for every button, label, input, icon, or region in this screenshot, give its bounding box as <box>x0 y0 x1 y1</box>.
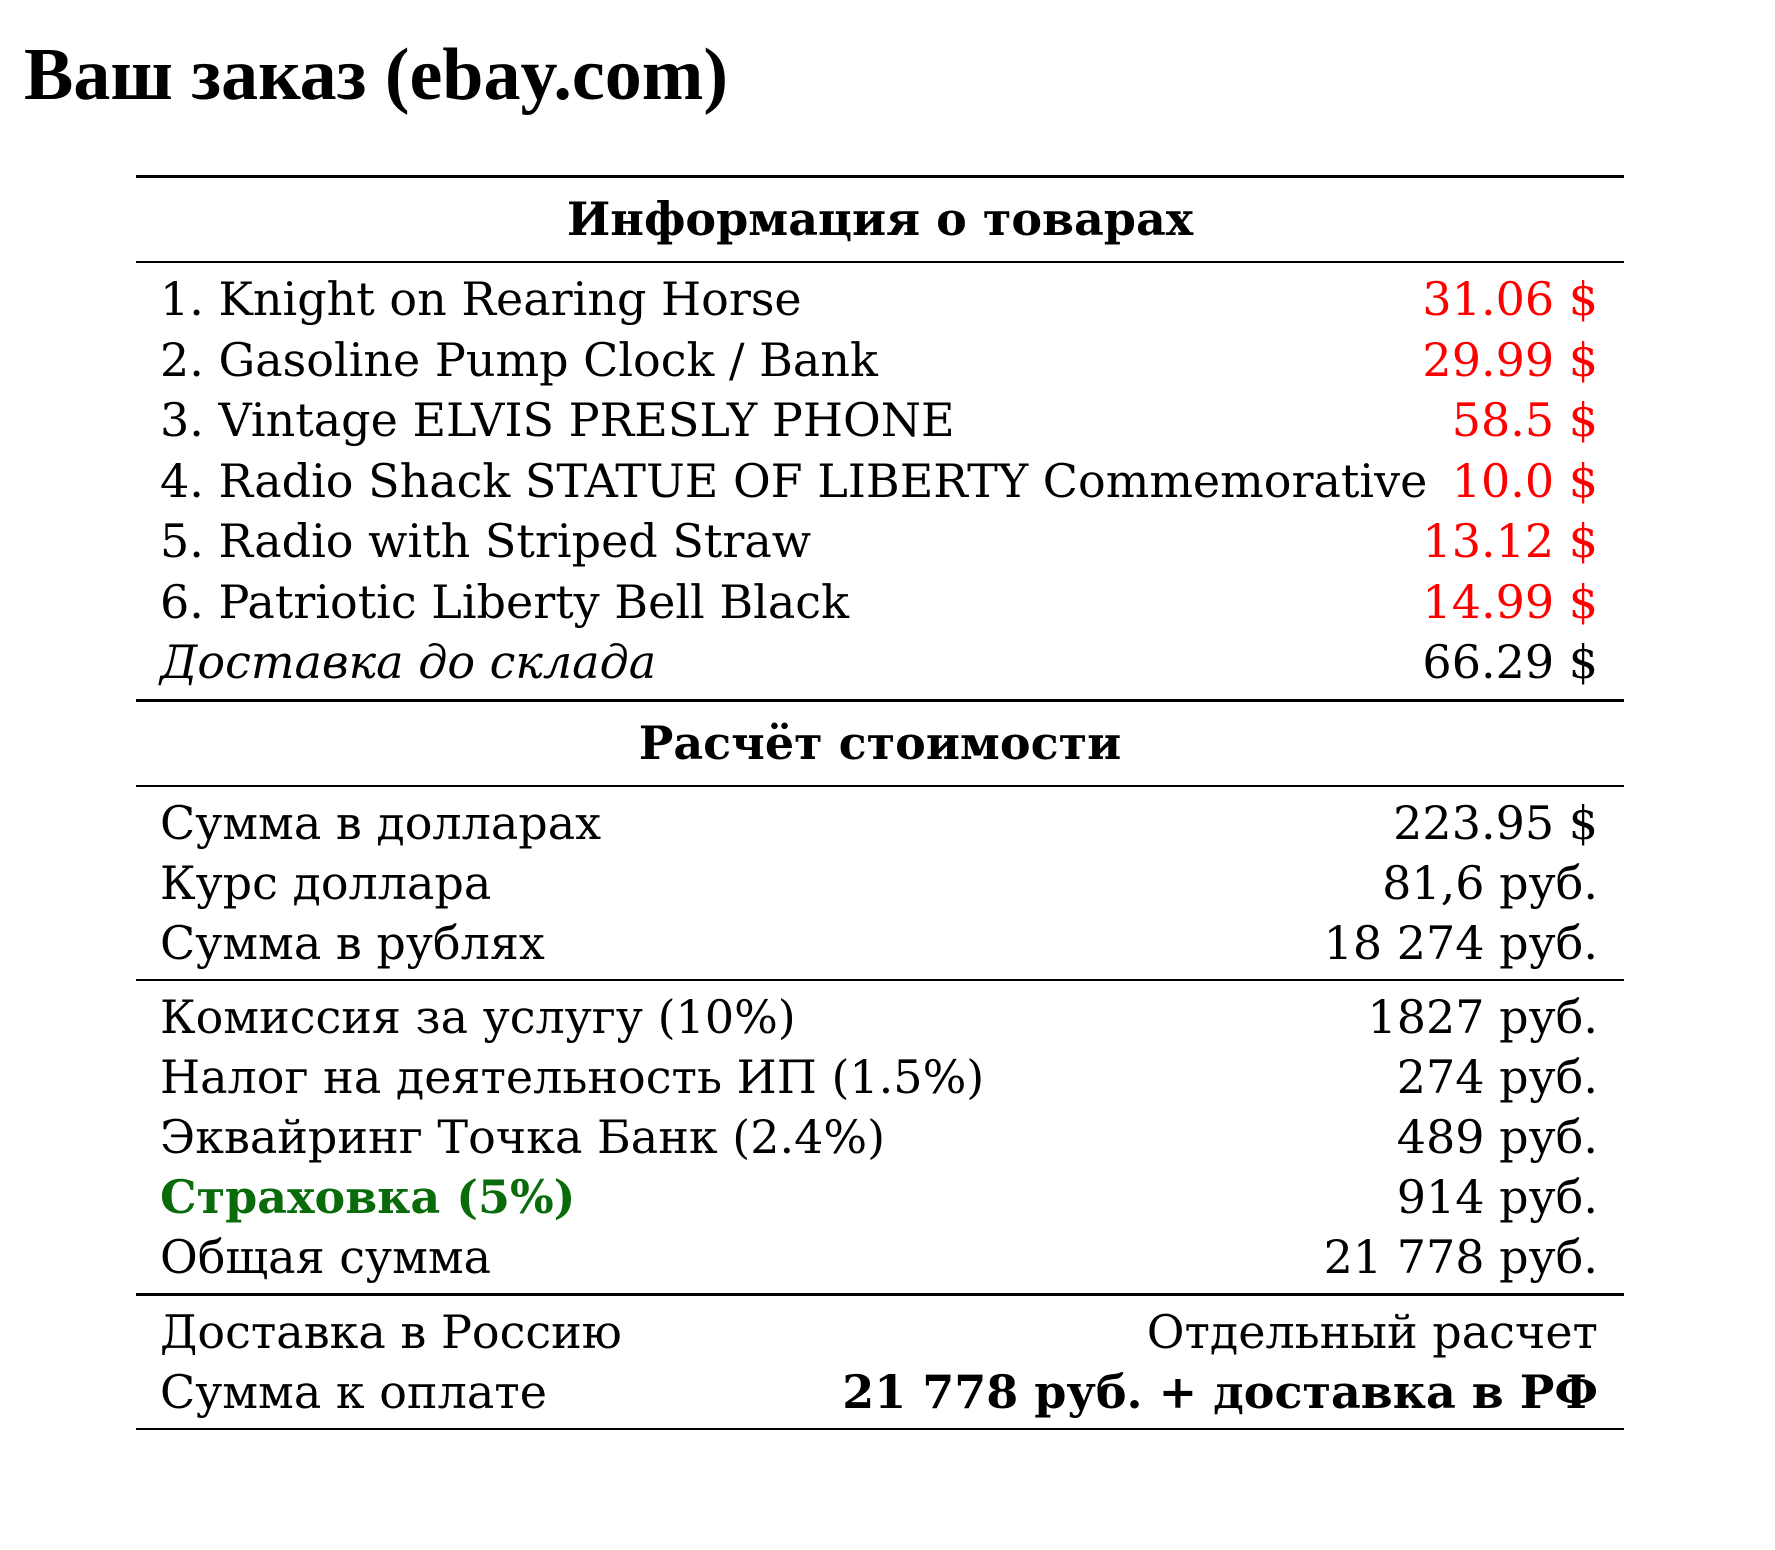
payment-list <box>136 1296 1624 1428</box>
tax-value: 274 руб. <box>1396 1049 1598 1104</box>
total-value: 21 778 руб. <box>1323 1229 1598 1284</box>
rate-value: 81,6 руб. <box>1382 855 1598 910</box>
sum-rub-value: 18 274 руб. <box>1323 915 1598 970</box>
insurance-value: 914 руб. <box>1396 1169 1598 1224</box>
commission-row <box>160 987 1598 1047</box>
fees-list <box>136 981 1624 1293</box>
rate-row <box>160 853 1598 913</box>
acquiring-value: 489 руб. <box>1396 1109 1598 1164</box>
to-pay-row <box>160 1362 1598 1422</box>
conversion-list <box>136 787 1624 979</box>
total-row <box>160 1227 1598 1287</box>
item-name: 3. Vintage ELVIS PRESLY PHONE <box>160 393 955 447</box>
order-table <box>136 175 1624 1430</box>
item-name: 6. Patriotic Liberty Bell Black <box>160 574 849 629</box>
to-pay-value: 21 778 руб. + доставка в РФ <box>842 1364 1598 1419</box>
items-section-header: Информация о товарах <box>566 192 1194 246</box>
sum-rub-row <box>160 913 1598 973</box>
table-bottom-rule <box>136 1428 1624 1430</box>
item-name: 4. Radio Shack STATUE OF LIBERTY Commemorative <box>160 453 1428 508</box>
russia-delivery-value: Отдельный расчет <box>1146 1304 1598 1359</box>
sum-usd-value: 223.95 $ <box>1393 795 1598 850</box>
items-list <box>136 263 1624 699</box>
to-pay-label: Сумма к оплате <box>160 1364 547 1419</box>
item-row <box>160 390 1598 451</box>
item-row <box>160 572 1598 633</box>
item-row <box>160 511 1598 572</box>
item-row <box>160 269 1598 330</box>
insurance-label: Страховка (5%) <box>160 1169 576 1224</box>
item-row <box>160 451 1598 512</box>
tax-row <box>160 1047 1598 1107</box>
warehouse-delivery-row <box>160 632 1598 693</box>
acquiring-label: Эквайринг Точка Банк (2.4%) <box>160 1109 886 1164</box>
commission-value: 1827 руб. <box>1367 989 1598 1044</box>
item-price: 29.99 $ <box>1422 332 1598 387</box>
russia-delivery-label: Доставка в Россию <box>160 1304 622 1359</box>
insurance-row <box>160 1167 1598 1227</box>
warehouse-delivery-value: 66.29 $ <box>1422 635 1598 689</box>
russia-delivery-row <box>160 1302 1598 1362</box>
item-name: 2. Gasoline Pump Clock / Bank <box>160 332 878 387</box>
total-label: Общая сумма <box>160 1229 492 1284</box>
rate-label: Курс доллара <box>160 855 492 910</box>
item-row <box>160 330 1598 391</box>
sum-usd-label: Сумма в долларах <box>160 795 602 850</box>
page-title: Ваш заказ (ebay.com) <box>24 34 729 116</box>
warehouse-delivery-label: Доставка до склада <box>160 635 657 689</box>
item-price: 58.5 $ <box>1451 393 1598 447</box>
sum-rub-label: Сумма в рублях <box>160 915 545 970</box>
item-name: 1. Knight on Rearing Horse <box>160 272 802 326</box>
item-price: 13.12 $ <box>1422 514 1598 568</box>
item-price: 10.0 $ <box>1451 453 1598 508</box>
item-name: 5. Radio with Striped Straw <box>160 514 812 568</box>
commission-label: Комиссия за услугу (10%) <box>160 989 796 1044</box>
item-price: 31.06 $ <box>1422 272 1598 326</box>
cost-section-header: Расчёт стоимости <box>638 715 1122 770</box>
sum-usd-row <box>160 793 1598 853</box>
tax-label: Налог на деятельность ИП (1.5%) <box>160 1049 985 1104</box>
acquiring-row <box>160 1107 1598 1167</box>
item-price: 14.99 $ <box>1422 574 1598 629</box>
